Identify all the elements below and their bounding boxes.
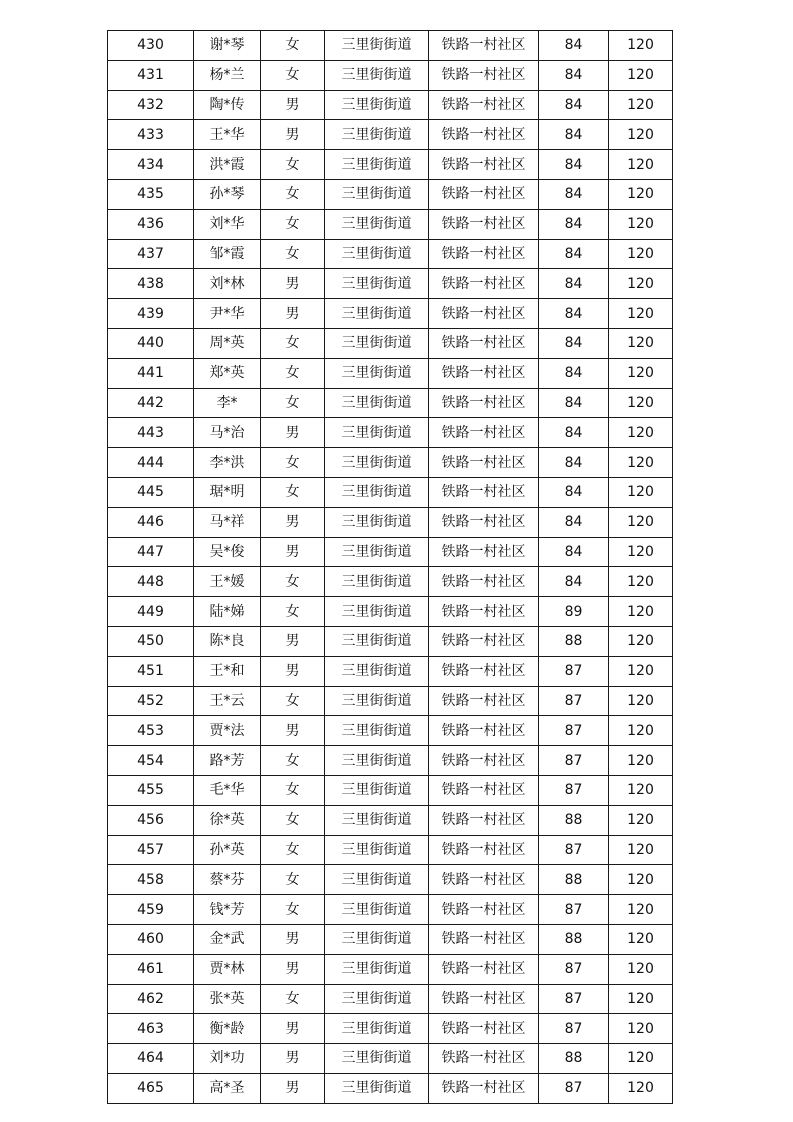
name-cell: 马*治: [194, 418, 261, 448]
street-cell: 三里街街道: [325, 239, 429, 269]
row-number-cell: 443: [108, 418, 194, 448]
community-cell: 铁路一村社区: [429, 805, 539, 835]
street-cell: 三里街街道: [325, 1014, 429, 1044]
name-cell: 琚*明: [194, 477, 261, 507]
name-cell: 高*圣: [194, 1073, 261, 1103]
table-row: [108, 418, 673, 448]
gender-cell: 女: [261, 328, 325, 358]
amount-cell: 120: [609, 120, 673, 150]
row-number-cell: 460: [108, 924, 194, 954]
table-row: [108, 567, 673, 597]
community-cell: 铁路一村社区: [429, 686, 539, 716]
community-cell: 铁路一村社区: [429, 150, 539, 180]
age-cell: 84: [539, 477, 609, 507]
name-cell: 王*媛: [194, 567, 261, 597]
community-cell: 铁路一村社区: [429, 60, 539, 90]
row-number-cell: 454: [108, 746, 194, 776]
amount-cell: 120: [609, 686, 673, 716]
community-cell: 铁路一村社区: [429, 626, 539, 656]
table-row: [108, 448, 673, 478]
community-cell: 铁路一村社区: [429, 924, 539, 954]
table-row: [108, 686, 673, 716]
name-cell: 李*: [194, 388, 261, 418]
gender-cell: 女: [261, 358, 325, 388]
row-number-cell: 457: [108, 835, 194, 865]
name-cell: 王*和: [194, 656, 261, 686]
gender-cell: 女: [261, 60, 325, 90]
row-number-cell: 441: [108, 358, 194, 388]
amount-cell: 120: [609, 805, 673, 835]
row-number-cell: 433: [108, 120, 194, 150]
community-cell: 铁路一村社区: [429, 865, 539, 895]
row-number-cell: 456: [108, 805, 194, 835]
community-cell: 铁路一村社区: [429, 299, 539, 329]
street-cell: 三里街街道: [325, 954, 429, 984]
amount-cell: 120: [609, 239, 673, 269]
amount-cell: 120: [609, 179, 673, 209]
street-cell: 三里街街道: [325, 299, 429, 329]
community-cell: 铁路一村社区: [429, 418, 539, 448]
name-cell: 毛*华: [194, 775, 261, 805]
table-row: [108, 388, 673, 418]
row-number-cell: 436: [108, 209, 194, 239]
name-cell: 衡*龄: [194, 1014, 261, 1044]
gender-cell: 男: [261, 299, 325, 329]
age-cell: 84: [539, 299, 609, 329]
gender-cell: 男: [261, 507, 325, 537]
name-cell: 钱*芳: [194, 895, 261, 925]
age-cell: 84: [539, 269, 609, 299]
amount-cell: 120: [609, 895, 673, 925]
table-row: [108, 358, 673, 388]
age-cell: 84: [539, 60, 609, 90]
row-number-cell: 440: [108, 328, 194, 358]
amount-cell: 120: [609, 656, 673, 686]
amount-cell: 120: [609, 597, 673, 627]
name-cell: 贾*法: [194, 716, 261, 746]
community-cell: 铁路一村社区: [429, 567, 539, 597]
row-number-cell: 435: [108, 179, 194, 209]
street-cell: 三里街街道: [325, 865, 429, 895]
age-cell: 89: [539, 597, 609, 627]
street-cell: 三里街街道: [325, 179, 429, 209]
table-row: [108, 60, 673, 90]
street-cell: 三里街街道: [325, 328, 429, 358]
age-cell: 84: [539, 537, 609, 567]
street-cell: 三里街街道: [325, 746, 429, 776]
name-cell: 陶*传: [194, 90, 261, 120]
table-row: [108, 239, 673, 269]
gender-cell: 女: [261, 388, 325, 418]
community-cell: 铁路一村社区: [429, 507, 539, 537]
community-cell: 铁路一村社区: [429, 537, 539, 567]
row-number-cell: 459: [108, 895, 194, 925]
street-cell: 三里街街道: [325, 209, 429, 239]
street-cell: 三里街街道: [325, 418, 429, 448]
name-cell: 谢*琴: [194, 31, 261, 61]
table-row: [108, 1014, 673, 1044]
amount-cell: 120: [609, 537, 673, 567]
row-number-cell: 444: [108, 448, 194, 478]
name-cell: 杨*兰: [194, 60, 261, 90]
age-cell: 88: [539, 1044, 609, 1074]
amount-cell: 120: [609, 1073, 673, 1103]
table-row: [108, 120, 673, 150]
row-number-cell: 448: [108, 567, 194, 597]
amount-cell: 120: [609, 924, 673, 954]
row-number-cell: 451: [108, 656, 194, 686]
table-row: [108, 626, 673, 656]
street-cell: 三里街街道: [325, 805, 429, 835]
row-number-cell: 450: [108, 626, 194, 656]
age-cell: 87: [539, 1073, 609, 1103]
street-cell: 三里街街道: [325, 448, 429, 478]
amount-cell: 120: [609, 954, 673, 984]
gender-cell: 男: [261, 1014, 325, 1044]
gender-cell: 女: [261, 209, 325, 239]
gender-cell: 男: [261, 716, 325, 746]
table-row: [108, 150, 673, 180]
age-cell: 84: [539, 507, 609, 537]
table-row: [108, 299, 673, 329]
name-cell: 尹*华: [194, 299, 261, 329]
street-cell: 三里街街道: [325, 716, 429, 746]
name-cell: 陈*良: [194, 626, 261, 656]
age-cell: 84: [539, 358, 609, 388]
street-cell: 三里街街道: [325, 90, 429, 120]
age-cell: 87: [539, 746, 609, 776]
table-row: [108, 31, 673, 61]
amount-cell: 120: [609, 31, 673, 61]
name-cell: 吴*俊: [194, 537, 261, 567]
row-number-cell: 463: [108, 1014, 194, 1044]
amount-cell: 120: [609, 1044, 673, 1074]
gender-cell: 女: [261, 597, 325, 627]
street-cell: 三里街街道: [325, 1073, 429, 1103]
age-cell: 84: [539, 567, 609, 597]
amount-cell: 120: [609, 984, 673, 1014]
row-number-cell: 455: [108, 775, 194, 805]
community-cell: 铁路一村社区: [429, 775, 539, 805]
name-cell: 张*英: [194, 984, 261, 1014]
table-row: [108, 209, 673, 239]
amount-cell: 120: [609, 507, 673, 537]
community-cell: 铁路一村社区: [429, 179, 539, 209]
name-cell: 徐*英: [194, 805, 261, 835]
community-cell: 铁路一村社区: [429, 1073, 539, 1103]
street-cell: 三里街街道: [325, 775, 429, 805]
table-row: [108, 895, 673, 925]
row-number-cell: 461: [108, 954, 194, 984]
street-cell: 三里街街道: [325, 507, 429, 537]
street-cell: 三里街街道: [325, 358, 429, 388]
community-cell: 铁路一村社区: [429, 716, 539, 746]
street-cell: 三里街街道: [325, 686, 429, 716]
community-cell: 铁路一村社区: [429, 358, 539, 388]
name-cell: 刘*林: [194, 269, 261, 299]
name-cell: 刘*功: [194, 1044, 261, 1074]
community-cell: 铁路一村社区: [429, 120, 539, 150]
table-row: [108, 805, 673, 835]
row-number-cell: 462: [108, 984, 194, 1014]
gender-cell: 男: [261, 418, 325, 448]
street-cell: 三里街街道: [325, 984, 429, 1014]
table-body: [108, 31, 673, 1104]
table-row: [108, 537, 673, 567]
community-cell: 铁路一村社区: [429, 954, 539, 984]
gender-cell: 女: [261, 805, 325, 835]
age-cell: 87: [539, 716, 609, 746]
street-cell: 三里街街道: [325, 477, 429, 507]
amount-cell: 120: [609, 328, 673, 358]
age-cell: 84: [539, 328, 609, 358]
gender-cell: 男: [261, 1044, 325, 1074]
gender-cell: 女: [261, 865, 325, 895]
name-cell: 李*洪: [194, 448, 261, 478]
age-cell: 88: [539, 924, 609, 954]
name-cell: 郑*英: [194, 358, 261, 388]
table-row: [108, 1073, 673, 1103]
name-cell: 邹*霞: [194, 239, 261, 269]
table-row: [108, 865, 673, 895]
amount-cell: 120: [609, 418, 673, 448]
row-number-cell: 458: [108, 865, 194, 895]
row-number-cell: 452: [108, 686, 194, 716]
amount-cell: 120: [609, 746, 673, 776]
amount-cell: 120: [609, 150, 673, 180]
amount-cell: 120: [609, 448, 673, 478]
table-row: [108, 269, 673, 299]
gender-cell: 男: [261, 269, 325, 299]
age-cell: 84: [539, 179, 609, 209]
street-cell: 三里街街道: [325, 1044, 429, 1074]
table-row: [108, 597, 673, 627]
gender-cell: 男: [261, 954, 325, 984]
street-cell: 三里街街道: [325, 60, 429, 90]
age-cell: 87: [539, 835, 609, 865]
row-number-cell: 446: [108, 507, 194, 537]
row-number-cell: 464: [108, 1044, 194, 1074]
community-cell: 铁路一村社区: [429, 209, 539, 239]
gender-cell: 男: [261, 626, 325, 656]
table-row: [108, 477, 673, 507]
table-row: [108, 507, 673, 537]
gender-cell: 女: [261, 239, 325, 269]
street-cell: 三里街街道: [325, 924, 429, 954]
community-cell: 铁路一村社区: [429, 328, 539, 358]
age-cell: 84: [539, 448, 609, 478]
amount-cell: 120: [609, 865, 673, 895]
gender-cell: 女: [261, 746, 325, 776]
row-number-cell: 430: [108, 31, 194, 61]
age-cell: 84: [539, 120, 609, 150]
community-cell: 铁路一村社区: [429, 90, 539, 120]
street-cell: 三里街街道: [325, 120, 429, 150]
amount-cell: 120: [609, 775, 673, 805]
table-row: [108, 179, 673, 209]
community-cell: 铁路一村社区: [429, 239, 539, 269]
community-cell: 铁路一村社区: [429, 31, 539, 61]
community-cell: 铁路一村社区: [429, 984, 539, 1014]
gender-cell: 男: [261, 656, 325, 686]
roster-table: [107, 30, 673, 1104]
street-cell: 三里街街道: [325, 895, 429, 925]
name-cell: 陆*娣: [194, 597, 261, 627]
amount-cell: 120: [609, 477, 673, 507]
amount-cell: 120: [609, 567, 673, 597]
table-row: [108, 954, 673, 984]
name-cell: 马*祥: [194, 507, 261, 537]
name-cell: 蔡*芬: [194, 865, 261, 895]
gender-cell: 女: [261, 984, 325, 1014]
row-number-cell: 442: [108, 388, 194, 418]
amount-cell: 120: [609, 209, 673, 239]
amount-cell: 120: [609, 90, 673, 120]
gender-cell: 女: [261, 567, 325, 597]
name-cell: 贾*林: [194, 954, 261, 984]
gender-cell: 女: [261, 477, 325, 507]
row-number-cell: 431: [108, 60, 194, 90]
community-cell: 铁路一村社区: [429, 448, 539, 478]
street-cell: 三里街街道: [325, 656, 429, 686]
name-cell: 洪*霞: [194, 150, 261, 180]
table-row: [108, 835, 673, 865]
gender-cell: 女: [261, 179, 325, 209]
age-cell: 88: [539, 865, 609, 895]
amount-cell: 120: [609, 626, 673, 656]
name-cell: 王*云: [194, 686, 261, 716]
gender-cell: 女: [261, 150, 325, 180]
street-cell: 三里街街道: [325, 150, 429, 180]
community-cell: 铁路一村社区: [429, 746, 539, 776]
street-cell: 三里街街道: [325, 31, 429, 61]
gender-cell: 女: [261, 686, 325, 716]
age-cell: 84: [539, 209, 609, 239]
amount-cell: 120: [609, 358, 673, 388]
age-cell: 84: [539, 90, 609, 120]
name-cell: 周*英: [194, 328, 261, 358]
community-cell: 铁路一村社区: [429, 1014, 539, 1044]
table-row: [108, 656, 673, 686]
age-cell: 87: [539, 1014, 609, 1044]
name-cell: 王*华: [194, 120, 261, 150]
age-cell: 84: [539, 31, 609, 61]
row-number-cell: 447: [108, 537, 194, 567]
community-cell: 铁路一村社区: [429, 835, 539, 865]
row-number-cell: 445: [108, 477, 194, 507]
table-row: [108, 328, 673, 358]
row-number-cell: 432: [108, 90, 194, 120]
community-cell: 铁路一村社区: [429, 269, 539, 299]
age-cell: 87: [539, 895, 609, 925]
gender-cell: 男: [261, 924, 325, 954]
amount-cell: 120: [609, 60, 673, 90]
amount-cell: 120: [609, 716, 673, 746]
age-cell: 84: [539, 418, 609, 448]
community-cell: 铁路一村社区: [429, 656, 539, 686]
street-cell: 三里街街道: [325, 388, 429, 418]
community-cell: 铁路一村社区: [429, 597, 539, 627]
table-row: [108, 716, 673, 746]
age-cell: 87: [539, 984, 609, 1014]
amount-cell: 120: [609, 299, 673, 329]
row-number-cell: 465: [108, 1073, 194, 1103]
community-cell: 铁路一村社区: [429, 895, 539, 925]
street-cell: 三里街街道: [325, 835, 429, 865]
amount-cell: 120: [609, 388, 673, 418]
row-number-cell: 438: [108, 269, 194, 299]
amount-cell: 120: [609, 269, 673, 299]
community-cell: 铁路一村社区: [429, 388, 539, 418]
age-cell: 87: [539, 686, 609, 716]
row-number-cell: 437: [108, 239, 194, 269]
name-cell: 路*芳: [194, 746, 261, 776]
table-row: [108, 984, 673, 1014]
community-cell: 铁路一村社区: [429, 477, 539, 507]
street-cell: 三里街街道: [325, 626, 429, 656]
age-cell: 87: [539, 954, 609, 984]
street-cell: 三里街街道: [325, 597, 429, 627]
street-cell: 三里街街道: [325, 537, 429, 567]
gender-cell: 男: [261, 90, 325, 120]
gender-cell: 女: [261, 775, 325, 805]
row-number-cell: 449: [108, 597, 194, 627]
row-number-cell: 439: [108, 299, 194, 329]
gender-cell: 男: [261, 537, 325, 567]
age-cell: 87: [539, 656, 609, 686]
street-cell: 三里街街道: [325, 269, 429, 299]
age-cell: 84: [539, 150, 609, 180]
gender-cell: 男: [261, 120, 325, 150]
gender-cell: 女: [261, 835, 325, 865]
table-row: [108, 775, 673, 805]
gender-cell: 女: [261, 895, 325, 925]
table-row: [108, 90, 673, 120]
gender-cell: 女: [261, 31, 325, 61]
table-row: [108, 746, 673, 776]
row-number-cell: 453: [108, 716, 194, 746]
name-cell: 孙*琴: [194, 179, 261, 209]
street-cell: 三里街街道: [325, 567, 429, 597]
amount-cell: 120: [609, 1014, 673, 1044]
age-cell: 87: [539, 775, 609, 805]
age-cell: 88: [539, 626, 609, 656]
name-cell: 刘*华: [194, 209, 261, 239]
name-cell: 孙*英: [194, 835, 261, 865]
amount-cell: 120: [609, 835, 673, 865]
row-number-cell: 434: [108, 150, 194, 180]
gender-cell: 女: [261, 448, 325, 478]
table-row: [108, 1044, 673, 1074]
community-cell: 铁路一村社区: [429, 1044, 539, 1074]
age-cell: 84: [539, 239, 609, 269]
table-row: [108, 924, 673, 954]
gender-cell: 男: [261, 1073, 325, 1103]
name-cell: 金*武: [194, 924, 261, 954]
age-cell: 88: [539, 805, 609, 835]
age-cell: 84: [539, 388, 609, 418]
